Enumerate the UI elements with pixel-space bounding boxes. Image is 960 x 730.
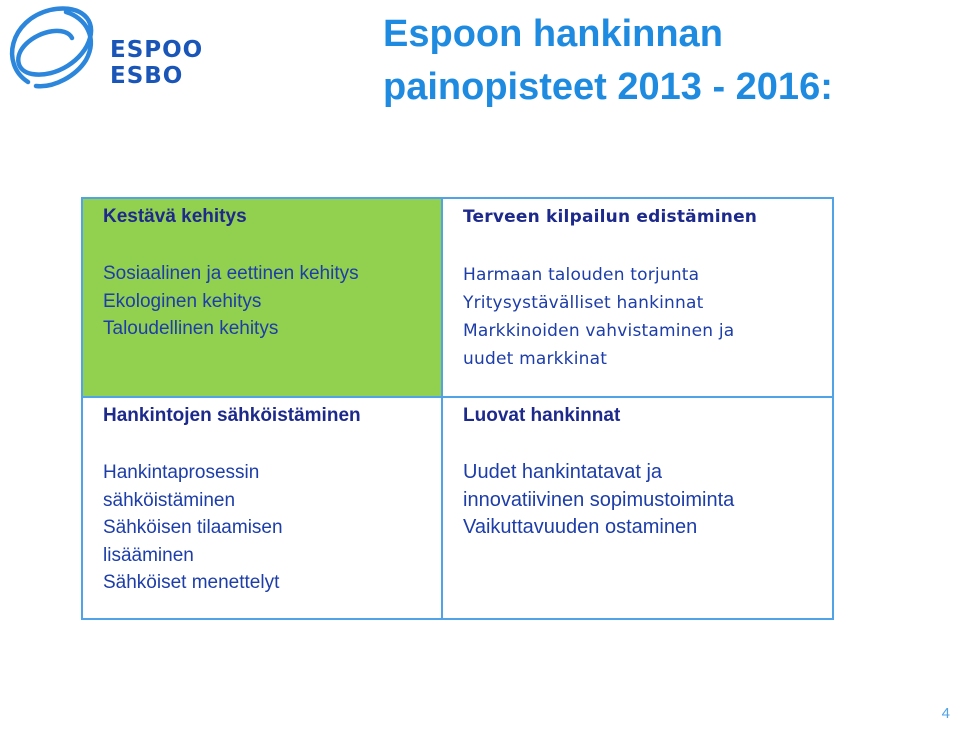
list-item: Yritysystävälliset hankinnat: [463, 293, 704, 313]
list-item: Sähköisen tilaamisen: [103, 517, 283, 538]
page-title-line-1: Espoon hankinnan: [383, 13, 723, 55]
list-item: lisääminen: [103, 544, 194, 566]
quadrant-items: [103, 459, 441, 597]
list-item: Uudet hankintatavat ja: [463, 461, 663, 483]
list-item: Harmaan talouden torjunta: [463, 265, 700, 285]
quadrant-electronic-procurement: [83, 398, 443, 618]
list-item: sähköistäminen: [103, 489, 236, 511]
page-number: 4: [941, 705, 950, 722]
list-item: Ekologinen kehitys: [103, 290, 262, 312]
list-item: Sosiaalinen ja eettinen kehitys: [103, 263, 359, 284]
quadrant-creative-procurement: [443, 398, 834, 618]
logo-line-espoo: ESPOO: [110, 37, 204, 63]
quadrant-items: [463, 261, 834, 373]
page-title: [383, 8, 953, 114]
quadrant-healthy-competition: [443, 199, 834, 398]
quadrant-heading: Luovat hankinnat: [463, 405, 621, 426]
logo-line-esbo: ESBO: [110, 63, 184, 89]
priorities-matrix: [81, 197, 834, 620]
quadrant-heading: Terveen kilpailun edistäminen: [463, 207, 758, 227]
list-item: Vaikuttavuuden ostaminen: [463, 516, 698, 538]
list-item: uudet markkinat: [463, 349, 608, 369]
quadrant-items: [103, 260, 441, 343]
list-item: Taloudellinen kehitys: [103, 318, 279, 339]
list-item: Markkinoiden vahvistaminen ja: [463, 321, 735, 341]
espoo-logo-ring-icon: [6, 4, 106, 92]
quadrant-heading: Hankintojen sähköistäminen: [103, 405, 361, 426]
page-title-line-2: painopisteet 2013 - 2016:: [383, 66, 833, 108]
quadrant-sustainable-development: [83, 199, 443, 398]
espoo-logo-text: [110, 37, 203, 89]
quadrant-heading: Kestävä kehitys: [103, 206, 247, 227]
list-item: Hankintaprosessin: [103, 462, 260, 483]
list-item: innovatiivinen sopimustoiminta: [463, 488, 735, 511]
list-item: Sähköiset menettelyt: [103, 572, 280, 593]
quadrant-items: [463, 459, 834, 542]
espoo-logo: [6, 4, 204, 94]
